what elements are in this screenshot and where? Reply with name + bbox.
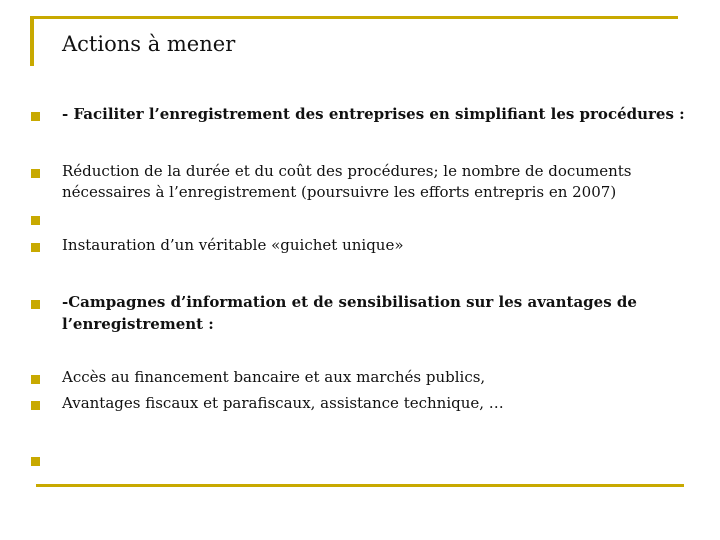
square-bullet-icon (31, 401, 40, 410)
square-bullet-icon (31, 375, 40, 384)
square-bullet-icon (31, 216, 40, 225)
square-bullet-icon (31, 300, 40, 309)
square-bullet-icon (31, 112, 40, 121)
bottom-horizontal-rule (36, 484, 684, 487)
square-bullet-icon (31, 169, 40, 178)
bullet-text-1: - Faciliter l’enregistrement des entreprises en simplifiant les procédures : (62, 105, 685, 123)
square-bullet-icon (31, 457, 40, 466)
bullet-text-5-line-2: l’enregistrement : (62, 315, 214, 333)
bullet-text-7: Avantages fiscaux et parafiscaux, assistance technique, … (62, 394, 504, 412)
bullet-text-6: Accès au financement bancaire et aux marchés publics, (62, 368, 486, 386)
square-bullet-icon (31, 243, 40, 252)
bullet-text-5-line-1: -Campagnes d’information et de sensibilisation sur les avantages de (62, 293, 637, 311)
top-horizontal-rule (30, 16, 678, 19)
bullet-text-2-line-2: nécessaires à l’enregistrement (poursuivre les efforts entrepris en 2007) (62, 183, 617, 201)
top-left-vertical-rule (30, 16, 34, 66)
bullet-text-4: Instauration d’un véritable «guichet unique» (62, 236, 404, 254)
slide-title: Actions à mener (62, 32, 236, 56)
bullet-text-2-line-1: Réduction de la durée et du coût des procédures; le nombre de documents (62, 162, 632, 180)
